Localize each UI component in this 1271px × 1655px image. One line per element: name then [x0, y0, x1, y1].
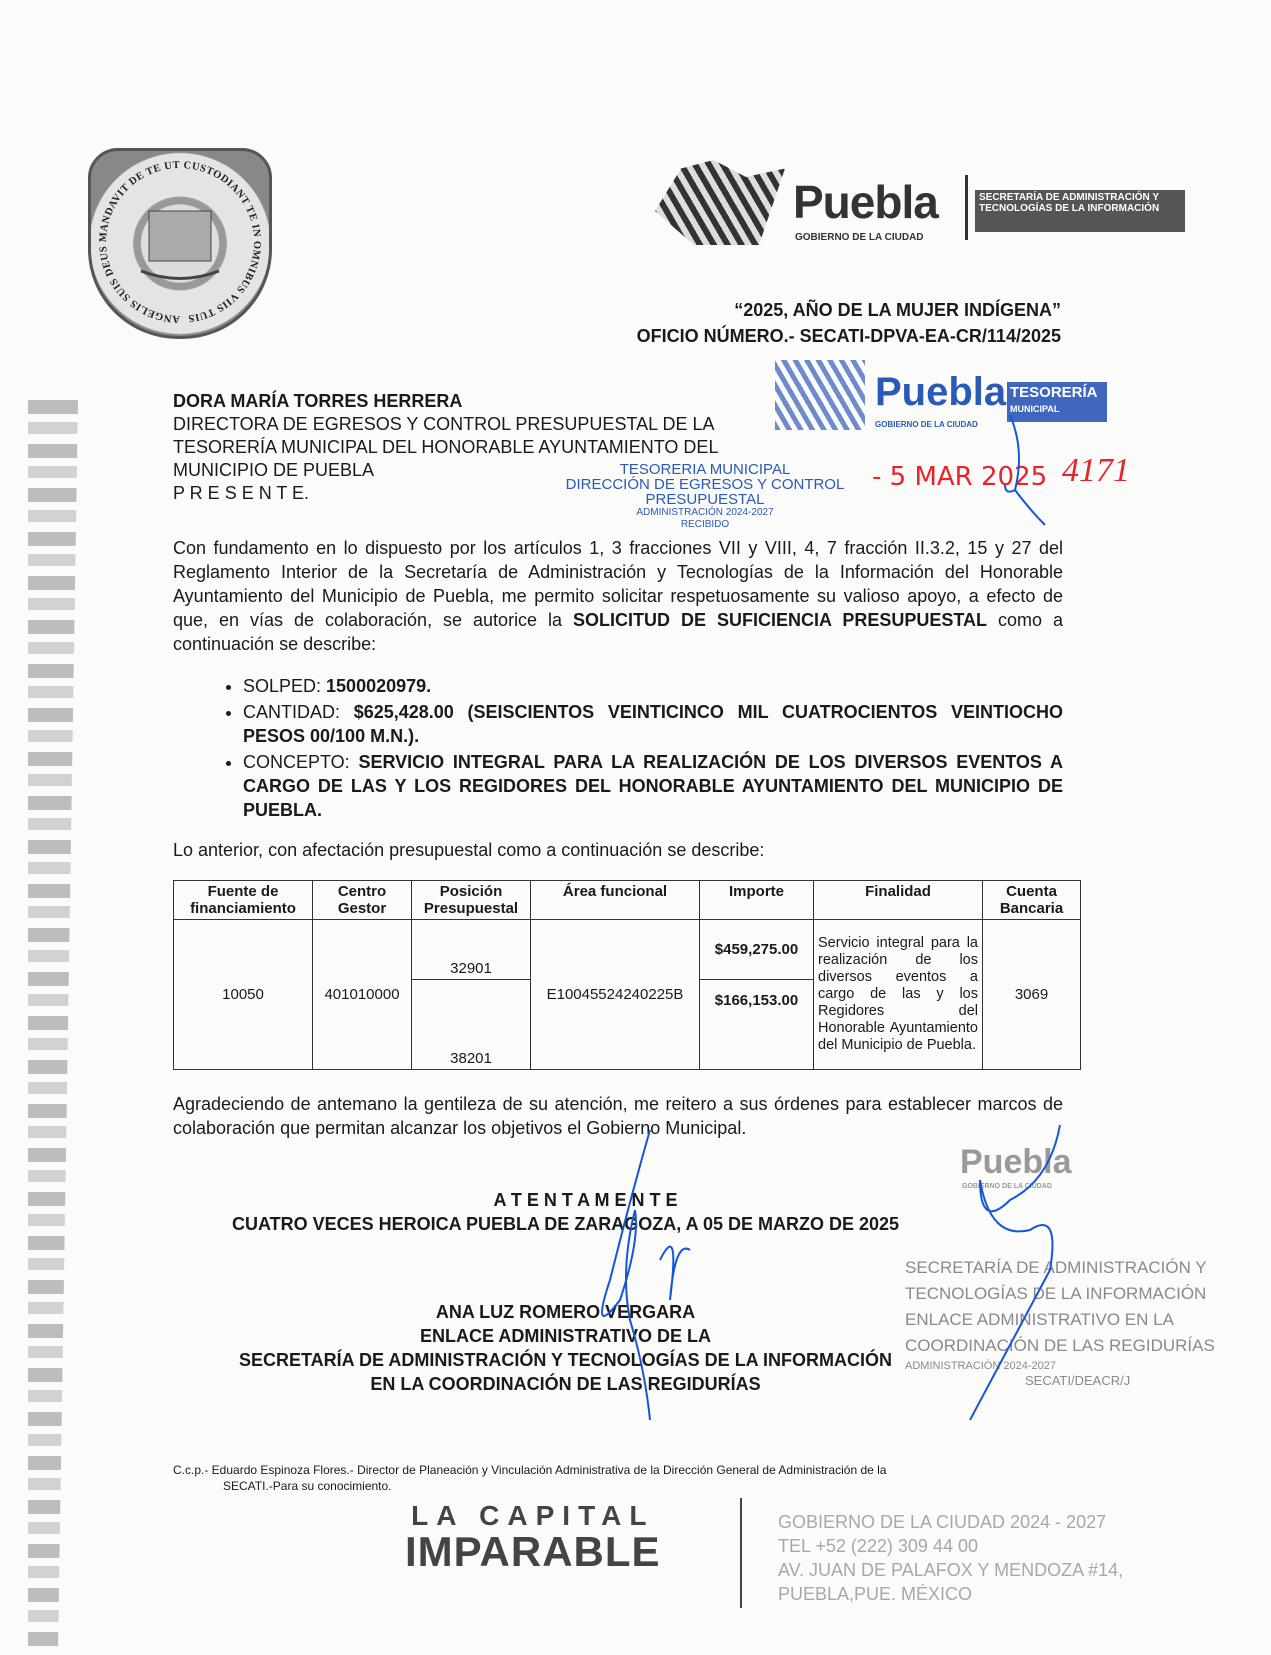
recipient-title-1: DIRECTORA DE EGRESOS Y CONTROL PRESUPUESTAL DE LA: [173, 414, 715, 434]
table-header-cell: Fuente de financiamiento: [174, 881, 313, 920]
table-header-cell: Posición Presupuestal: [412, 881, 531, 920]
intro-bold: SOLICITUD DE SUFICIENCIA PRESUPUESTAL: [573, 610, 988, 630]
text-line: CANTIDAD:: [243, 702, 354, 722]
stamp-line-4: ADMINISTRACIÓN 2024-2027: [636, 507, 774, 518]
puebla-secati-logo: [655, 160, 1195, 250]
footer-divider: [740, 1498, 742, 1608]
footer-line-4: PUEBLA,PUE. MÉXICO: [778, 1584, 973, 1604]
place-date: CUATRO VECES HEROICA PUEBLA DE ZARAGOZA, A 05 DE MARZO DE 2025: [231, 1214, 900, 1234]
table-cell: Servicio integral para la realización de los diversos eventos a cargo de las y los Regidores del Honorable Ayuntamiento del Municipio de Puebla.: [814, 920, 983, 1070]
budget-table: [173, 880, 1081, 1070]
stamp-emblem-icon: [775, 360, 865, 430]
stamp-line-2: DIRECCIÓN DE EGRESOS Y CONTROL: [565, 476, 845, 493]
logo-dependency-box: SECRETARÍA DE ADMINISTRACIÓN Y TECNOLOGÍAS DE LA INFORMACIÓN: [975, 190, 1185, 232]
table-cell: 3069: [983, 920, 1081, 1070]
oficio-number: OFICIO NÚMERO.- SECATI-DPVA-EA-CR/114/2025: [636, 326, 1061, 346]
stamp-line-5: RECIBIDO: [680, 519, 730, 530]
seal-line-5: ADMINISTRACIÓN 2024-2027: [905, 1360, 1056, 1372]
treasury-direction-stamp: [555, 462, 855, 531]
signer-title-3: EN LA COORDINACIÓN DE LAS REGIDURÍAS: [370, 1374, 761, 1394]
crest-inscription: ANGELIS SUIS DEUS MANDAVIT DE TE UT CUSTODIANT TE IN OMNIBUS VIIS TUIS: [97, 159, 263, 325]
stamp-box-title: TESORERÍA: [1010, 384, 1098, 401]
seal-line-1: SECRETARÍA DE ADMINISTRACIÓN Y: [905, 1258, 1207, 1277]
intro-tail: como a continuación se describe:: [173, 610, 1063, 654]
intro-paragraph: [173, 536, 1063, 656]
text-line: [970, 1125, 1060, 1420]
signer-title-2: SECRETARÍA DE ADMINISTRACIÓN Y TECNOLOGÍAS DE LA INFORMACIÓN: [238, 1350, 893, 1370]
recipient-name: DORA MARÍA TORRES HERRERA: [173, 391, 463, 411]
seal-line-2: TECNOLOGÍAS DE LA INFORMACIÓN: [905, 1284, 1207, 1303]
text-line: [660, 1247, 690, 1300]
ccp-line-1: C.c.p.- Eduardo Espinoza Flores.- Director de Planeación y Vinculación Administrativa de la Dirección General de Administración de la: [173, 1463, 887, 1477]
stamp-box-sub: MUNICIPAL: [1010, 404, 1060, 414]
slogan-top: LA CAPITAL: [411, 1500, 655, 1531]
table-cell: E10045524240225B: [531, 920, 700, 1070]
received-date-stamp: - 5 MAR 2025: [872, 462, 1048, 492]
ccp-note: [173, 1462, 886, 1494]
footer-contact: [778, 1510, 1123, 1606]
list-item-cantidad: [243, 700, 1063, 748]
text-line: 1500020979.: [326, 676, 432, 696]
text-line: SOLPED:: [243, 676, 327, 696]
crest-castle-icon: [149, 211, 211, 261]
text-line: [174, 881, 1081, 1070]
year-motto: “2025, AÑO DE LA MUJER INDÍGENA”: [734, 300, 1061, 320]
crest-water-icon: [141, 271, 219, 279]
table-header-row: [174, 881, 1081, 920]
request-items-list: [173, 674, 1063, 824]
intro-text: Con fundamento en lo dispuesto por los artículos 1, 3 fracciones VII y VIII, 4, 7 fracción II.3.2, 15 y 27 del Reglamento Interior de la Secretaría de Administración y Tecnologías de la Información del Honorable Ayuntamiento del Municipio de Puebla, me permito solicitar respetuosamente su valioso apoyo, a efecto de que, en vías de colaboración, se autorice la: [173, 538, 1063, 630]
table-cell: 32901: [412, 920, 531, 980]
received-initials-signature: [1000, 410, 1060, 530]
sign-stamp-logo: Puebla: [960, 1143, 1072, 1181]
crest-ring: [91, 151, 269, 336]
recipient-title-3: MUNICIPIO DE PUEBLA: [173, 460, 375, 480]
text-line: CONCEPTO:: [243, 752, 359, 772]
text-line: [1005, 415, 1045, 525]
text-line: [173, 674, 1063, 822]
footer-line-2: TEL +52 (222) 309 44 00: [778, 1536, 978, 1556]
handwritten-signature: [590, 1120, 1070, 1420]
text-line: $625,428.00 (SEISCIENTOS VEINTICINCO MIL CUATROCIENTOS VEINTIOCHO PESOS 00/100 M.N.).: [243, 702, 1063, 746]
stamp-logo-word: Puebla: [875, 370, 1007, 414]
table-intro: Lo anterior, con afectación presupuestal como a continuación se describe:: [173, 840, 765, 860]
closing-paragraph: Agradeciendo de antemano la gentileza de su atención, me reitero a sus órdenes para establecer marcos de colaboración que permitan alcanzar los objetivos el Gobierno Municipal.: [173, 1094, 1063, 1138]
text-line: [173, 880, 1081, 1070]
footer-line-1: GOBIERNO DE LA CIUDAD 2024 - 2027: [778, 1512, 1107, 1532]
logo-emblem-icon: [655, 160, 785, 245]
table-header-cell: Cuenta Bancaria: [983, 881, 1081, 920]
stamp-line-1: TESORERIA MUNICIPAL: [619, 461, 791, 478]
ccp-line-2: SECATI.-Para su conocimiento.: [223, 1479, 392, 1493]
table-header-cell: Centro Gestor: [313, 881, 412, 920]
list-item-concepto: [243, 750, 1063, 822]
table-header-cell: Finalidad: [814, 881, 983, 920]
logo-divider: [965, 175, 968, 240]
seal-line-3: ENLACE ADMINISTRATIVO EN LA: [905, 1310, 1174, 1329]
table-cell: $459,275.00: [700, 920, 814, 980]
footer-line-3: AV. JUAN DE PALAFOX Y MENDOZA #14,: [778, 1560, 1124, 1580]
table-header-cell: Importe: [700, 881, 814, 920]
table-header-cell: Área funcional: [531, 881, 700, 920]
recipient-title-2: TESORERÍA MUNICIPAL DEL HONORABLE AYUNTAMIENTO DEL: [173, 437, 719, 457]
table-cell: 38201: [412, 980, 531, 1070]
table-cell: 401010000: [313, 920, 412, 1070]
seal-line-6: SECATI/DEACR/J: [1025, 1373, 1131, 1388]
logo-subtitle: GOBIERNO DE LA CIUDAD: [795, 232, 924, 243]
seal-line-4: COORDINACIÓN DE LAS REGIDURÍAS: [905, 1336, 1215, 1355]
logo-word: Puebla: [793, 176, 938, 228]
slogan-bottom: IMPARABLE: [405, 1528, 661, 1575]
table-row: [174, 920, 1081, 980]
text-line: SERVICIO INTEGRAL PARA LA REALIZACIÓN DE LOS DIVERSOS EVENTOS A CARGO DE LAS Y LOS REGIDORES DEL HONORABLE AYUNTAMIENTO DEL MUNICIPIO DE PUEBLA.: [243, 752, 1064, 820]
presente: P R E S E N T E.: [173, 483, 310, 503]
la-capital-imparable-logo: [405, 1500, 661, 1575]
signer-name: ANA LUZ ROMERO VERGARA: [435, 1302, 696, 1322]
stamp-line-3: PRESUPUESTAL: [645, 491, 765, 508]
decorative-border: [28, 400, 78, 1650]
text-line: [602, 1130, 650, 1420]
list-item-solped: [243, 674, 1063, 698]
sign-stamp-logo-sub: GOBIERNO DE LA CIUDAD: [962, 1183, 1052, 1190]
table-cell: $166,153.00: [700, 980, 814, 1070]
stamp-logo-sub: GOBIERNO DE LA CIUDAD: [875, 420, 978, 429]
folio-number: 4171: [1062, 452, 1130, 489]
atentamente: A T E N T A M E N T E: [493, 1190, 678, 1210]
table-cell: 10050: [174, 920, 313, 1070]
signer-title-1: ENLACE ADMINISTRATIVO DE LA: [420, 1326, 711, 1346]
city-crest-seal: [88, 148, 272, 339]
